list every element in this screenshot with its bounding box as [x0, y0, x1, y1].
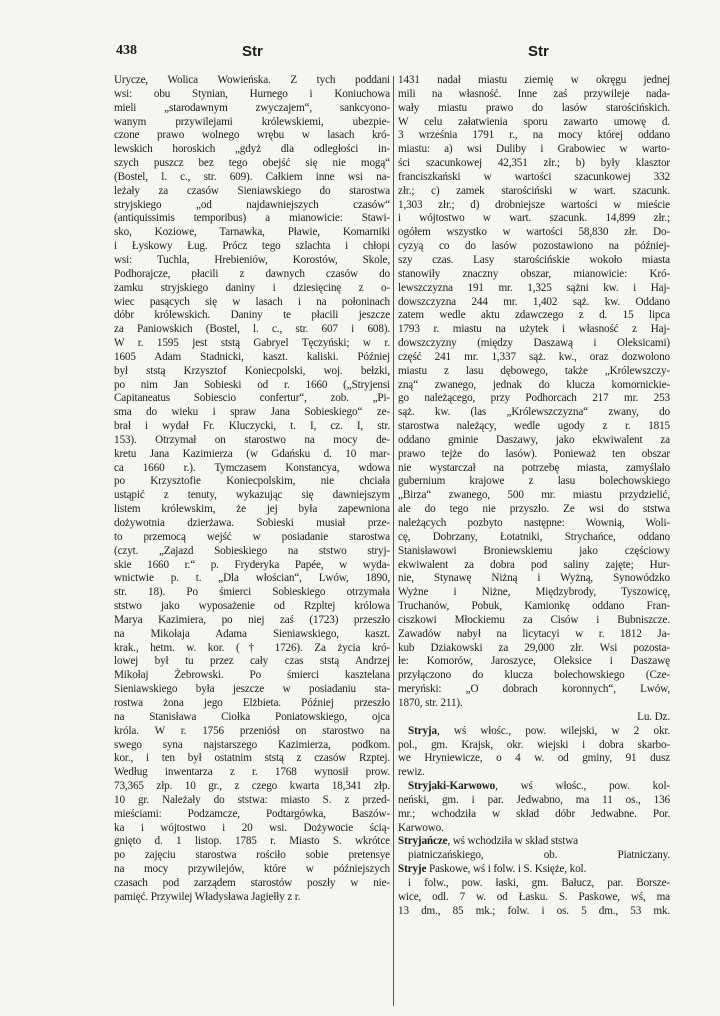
text-line: czasach pod zarządem starostów poszły w nie- [114, 876, 390, 889]
text-line: stryjskiego „od najdawniejszych czasów“ [114, 198, 390, 211]
text-line: część 241 mr. 1,337 sąż. kw., oraz dozwolono [398, 350, 670, 363]
text-line: króla. W r. 1756 przeniósł on starostwo na [114, 724, 390, 737]
text-line: cę, Dobrzany, Łotatniki, Strychańce, oddano [398, 530, 670, 543]
text-line: kretu Jana Kazimierza (w Gdańsku d. 10 mar- [114, 447, 390, 460]
text-line: 73,365 złp. 10 gr., z czego kwarta 18,341 złp. [114, 780, 390, 793]
text-line: franciszkański w wartości szacunkowej 332 [398, 170, 670, 183]
text-line: wsi: obu Stynian, Hurnego i Koniuchowa [114, 87, 390, 100]
text-line: Wyżne i Niżne, Międzybrody, Tyszowicę, [398, 586, 670, 599]
text-line: ststwo jako wyposażenie od Rzpltej królowa [114, 600, 390, 613]
text-line: na mocy przywilejów, które w późniejszych [114, 863, 390, 876]
page-number: 438 [116, 43, 137, 58]
text-line: piatniczańskiego, ob. Piatniczany. [408, 849, 670, 862]
text-line: 10 gr. Należały do ststwa: miasto S. z przed- [114, 793, 390, 806]
text-line: Capitaneatus Sobiescio confertur“, zob. „Pi- [114, 392, 390, 405]
text-line: miastu: a) wsi Duliby i Grabowiec w warto- [398, 143, 670, 156]
text-line: na Mikołaja Adama Sieniawskiego, kaszt. [114, 627, 390, 640]
text-line: wanym przywilejami królewskiemi, ubezpie- [114, 115, 390, 128]
text-line: Stryjańcze, wś wchodziła w skład ststwa [398, 835, 578, 848]
text-line: Lu. Dz. [637, 710, 670, 723]
text-line: we Hryniewicze, o 4 w. od gminy, 91 dusz [398, 752, 670, 765]
text-line: (Bostel, l. c., str. 609). Całkiem inne wsi na- [114, 170, 390, 183]
text-line: szych puszcz bez tego obejść się nie mogą“ [114, 157, 390, 170]
text-line: Stryje Paskowe, wś i folw. i S. Księże, kol. [398, 863, 587, 876]
text-line: lewszczyzna 191 mr. 1,325 sążni kw. i Haj- [398, 281, 670, 294]
text-line: wice, odl. 7 w. od Łasku. S. Paskowe, wś, ma [398, 890, 670, 903]
text-line: wały miastu prawo do lasów starościńskich. [398, 101, 670, 114]
text-line: szy czas. Lasy starościńskie wokoło miasta [398, 253, 670, 266]
text-line: czone prawo wolnego wrębu w lasach kró- [114, 129, 390, 142]
text-line: za Paniowskich (Bostel, l. c., str. 607 i 608). [114, 323, 390, 336]
text-line: należących pozbyto następne: Wownią, Woli- [398, 517, 670, 529]
text-line: wiec pasących się w lasach i na połoninach [114, 295, 390, 308]
text-line: mieściami: Podzamcze, Podtargówka, Baszów- [114, 807, 390, 820]
text-line: lewskich horoskich „gdyż dla odległości in- [114, 143, 390, 156]
text-line: ale do tego nie przyszło. Ze wsi do ststwa [398, 503, 670, 516]
text-line: rewiz. [398, 766, 425, 779]
text-line: Truchanów, Pobuk, Kamionkę oddano Fran- [398, 600, 670, 613]
text-line: Zawadów nabył na licytacyi w r. 1812 Ja- [398, 627, 670, 640]
text-line: to przemocą wejść w posiadanie starostwa [114, 530, 390, 543]
text-line: ca 1660 r.). Tymczasem Konstancya, wdowa [114, 461, 390, 474]
text-line: oddano gminie Daszawy, jako ekwiwalent za [398, 433, 670, 446]
left-text-column [114, 74, 390, 1009]
text-line: starostwa należący, wedle ugody z r. 1815 [398, 420, 670, 433]
text-line: (czyt. „Zajazd Sobieskiego na ststwo stryj- [114, 544, 390, 557]
text-line: dożywotnia dzierżawa. Sobieski musiał prze- [114, 517, 390, 529]
text-line: 3 września 1791 r., na mocy której oddano [398, 129, 670, 142]
text-line: Stanisławowi Broniewskiemu jako częściowy [398, 544, 670, 557]
text-line: brał i wydał Fr. Kluczycki, t. I, cz. I, str. [114, 420, 390, 433]
text-line: pol., gm. Krajsk, okr. wiejski i dobra skarbo- [398, 738, 670, 751]
page-header [0, 43, 720, 65]
text-line: i folw., pow. łaski, gm. Bałucz, par. Borsze- [408, 876, 670, 889]
text-line: ogółem wszystko w wartości 58,830 złr. Do- [398, 226, 670, 239]
text-line: Karwowo. [398, 821, 444, 834]
text-line: prawo tejże do lasów). Ponieważ ten obszar [398, 447, 670, 460]
text-line: str. 18). Po śmierci Sobieskiego otrzymała [114, 586, 390, 599]
text-line: listem królewskim, że jej była zapewniona [114, 503, 390, 516]
text-line: i Łyskowy Ług. Prócz tego szlachta i chłopi [114, 240, 390, 253]
text-line: i wójtostwo w wart. szacunk. 14,899 złr.; [398, 212, 670, 225]
text-line: ści szacunkowej 42,351 złr.; b) były klasztor [398, 157, 670, 170]
text-line: Podhorajcze, płacili z dawnych czasów do [114, 267, 390, 280]
text-line: rostwa żona jego Elżbieta. Później przeszło [114, 696, 390, 709]
text-line: kub Dziakowski za 29,000 złr. Wsi pozosta- [398, 641, 670, 654]
text-line: 1431 nadał miastu ziemię w okręgu jednej [398, 74, 670, 86]
text-line: 1870, str. 211). [398, 696, 463, 709]
column-divider [393, 76, 394, 1006]
text-line: 13 dm., 85 mk.; folw. i os. 5 dm., 53 mk. [398, 904, 670, 917]
text-line: dowszczyzna 244 mr. 1,402 sąż. kw. Oddano [398, 295, 670, 308]
text-line: zatem wedle aktu zdawczego z d. 15 lipca [398, 309, 670, 322]
text-line: ustąpić z tenuty, wykazując się dawniejszym [114, 489, 390, 502]
text-line: Urycze, Wolica Wowieńska. Z tych poddani [114, 74, 390, 86]
text-line: Sieniawskiego była jeszcze w posiadaniu sta- [114, 683, 390, 696]
text-line: po zajęciu starostwa rościło sobie pretensye [114, 849, 390, 862]
text-line: po nim Jan Sobieski od r. 1660 („Stryjensi [114, 378, 390, 391]
text-line: zamku stryjskiego daniny i dziesięcinę z o- [114, 281, 390, 294]
text-line: krak., hetm. w. kor. († 1726). Za życia kró- [114, 641, 390, 654]
text-line: leżały za czasów Sieniawskiego do starostwa [114, 184, 390, 197]
text-line: sąż. kw. (las „Królewszczyzna“ zwany, do [398, 406, 670, 419]
text-line: złr.; c) zamek starościński w wart. szacunk. [398, 184, 670, 197]
text-line: przyłączono do klucza bolechowskiego (Cze- [398, 669, 670, 682]
text-line: Stryjaki-Karwowo, wś włośc., pow. kol- [408, 780, 670, 793]
text-line: Mikołaj Żebrowski. Po śmierci kasztelana [114, 669, 390, 682]
text-line: ekwiwalent za dobra pod saliny zajęte; Hur- [398, 558, 670, 571]
text-line: dóbr królewskich. Daniny te płacili jeszcze [114, 309, 390, 322]
text-line: Stryja, wś włośc., pow. wilejski, w 2 okr. [408, 724, 670, 737]
text-line: wsi: Tuchla, Hrebieniów, Korostów, Skole, [114, 253, 390, 266]
text-line: ka i wójtostwo i 20 wsi. Dożywocie ścią- [114, 821, 390, 834]
text-line: nie, Stynawę Niżną i Wyżną, Synowódzko [398, 572, 670, 585]
text-line: mieli „starodawnym zwyczajem“, sankcyono- [114, 101, 390, 114]
text-line: miastu z lasu dębowego, także „Królewszczy- [398, 364, 670, 377]
text-line: lowej był tu przez cały czas ststą Andrzej [114, 655, 390, 668]
text-line: kor., i ten był ostatnim ststą z czasów Rzptej. [114, 752, 390, 765]
text-line: łe: Komorów, Jaroszyce, Oleksice i Daszawę [398, 655, 670, 668]
text-line: był ststą Krzysztof Koniecpolski, woj. bełzki, [114, 364, 390, 377]
text-line: nie wystarczał na potrzebę miasta, zamyślało [398, 461, 670, 474]
text-line: 1793 r. miastu na użytek i własność z Haj- [398, 323, 670, 336]
text-line: skie 1660 r.“ p. Fryderyka Papée, w wyda- [114, 558, 390, 571]
text-line: pamięć. Przywilej Władysława Jagiełły z r. [114, 890, 301, 903]
text-line: ciszkowi Młockiemu za Cisów i Bubniszcze. [398, 613, 670, 626]
text-line: 1,303 złr.; d) drobniejsze wartości w mieście [398, 198, 670, 211]
text-line: mr.; wchodziła w skład dóbr Jedwabne. Por. [398, 807, 670, 820]
text-line: W r. 1595 jest ststą Gabryel Tęczyński; w r. [114, 337, 390, 350]
text-line: gubernium krajowe z lasu bolechowskiego [398, 475, 670, 488]
text-line: (antiquissimis temporibus) a mianowicie: Stawi- [114, 212, 390, 225]
text-line: wnictwie p. t. „Dla włościan“, Lwów, 1890, [114, 572, 390, 585]
left-running-head: Str [242, 43, 263, 60]
text-line: 153). Otrzymał on starostwo na mocy de- [114, 433, 390, 446]
text-line: go należącego, przy Podhorcach 217 mr. 253 [398, 392, 670, 405]
text-line: stanowiły znaczny obszar, mianowicie: Kró- [398, 267, 670, 280]
text-line: gnięto d. 1 listop. 1785 r. Miasto S. wkrótce [114, 835, 390, 848]
text-line: „Birza“ zwanego, 500 mr. miastu przydzielić, [398, 489, 670, 502]
text-line: dowszczyzny (między Daszawą i Oleksicami) [398, 337, 670, 350]
text-line: sko, Koziowe, Tarnawka, Pławie, Komarniki [114, 226, 390, 239]
text-line: po Krzysztofie Koniecpolskim, nie chciała [114, 475, 390, 488]
text-line: cyzyą co do lasów pozostawiono na później- [398, 240, 670, 253]
text-line: neński, gm. i par. Jedwabno, ma 11 os., 136 [398, 793, 670, 806]
right-running-head: Str [528, 43, 549, 60]
text-line: Marya Kazimiera, po niej zaś (1723) przeszło [114, 613, 390, 626]
right-text-column [398, 74, 670, 1009]
text-line: 1605 Adam Stadnicki, kaszt. kaliski. Później [114, 350, 390, 363]
text-line: meryński: „O dobrach koronnych“, Lwów, [398, 683, 670, 696]
text-line: Według inwentarza z r. 1768 wynosił prow. [114, 766, 390, 779]
text-line: swego syna najstarszego Kazimierza, podkom. [114, 738, 390, 751]
text-line: sma do wieku i spraw Jana Sobieskiego“ ze- [114, 406, 390, 419]
text-line: W celu załatwienia sporu zawarto umowę d. [398, 115, 670, 128]
text-line: mili na własność. Inne zaś przywileje nada- [398, 87, 670, 100]
text-line: zną“ zwanego, jednak do klucza komornickie- [398, 378, 670, 391]
text-line: na Stanisława Ciołka Poniatowskiego, ojca [114, 710, 390, 723]
